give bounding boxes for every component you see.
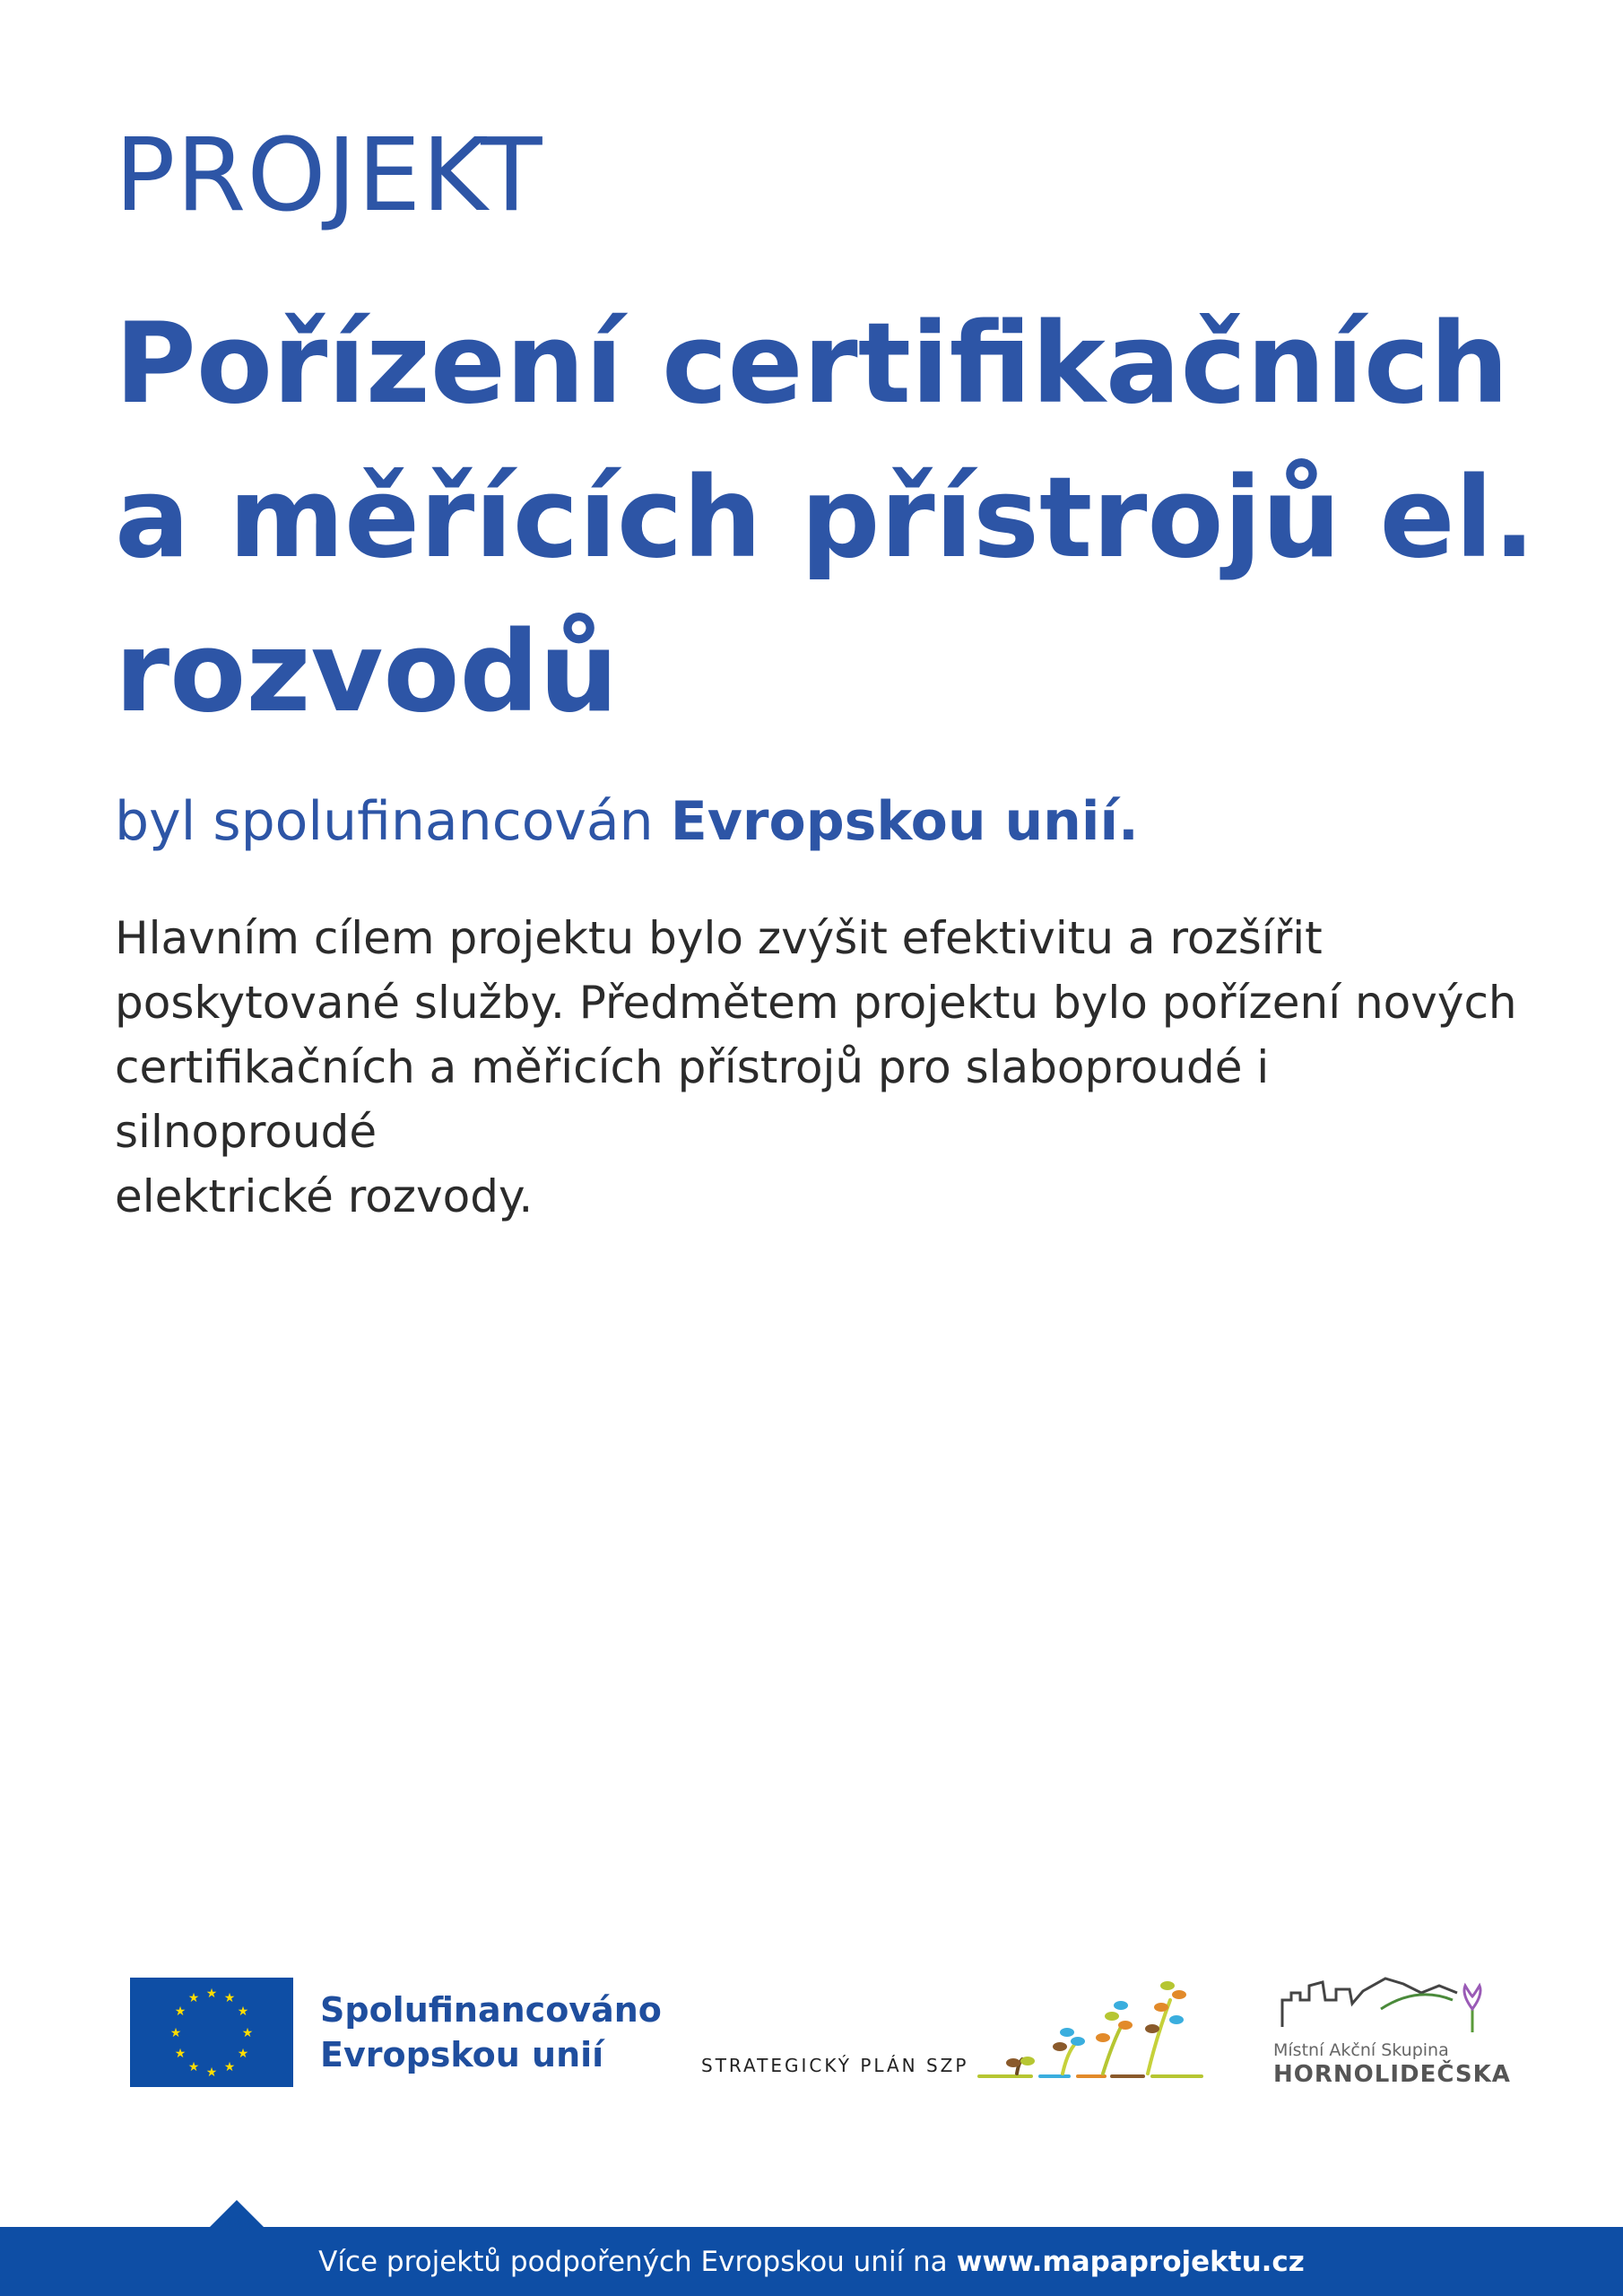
project-title bbox=[115, 287, 1549, 750]
svg-text:★: ★ bbox=[174, 2005, 187, 2019]
title-line: a měřících přístrojů el. bbox=[115, 454, 1536, 583]
project-kicker: PROJEKT bbox=[115, 117, 543, 234]
funding-prefix: byl spolufinancován bbox=[115, 790, 654, 853]
eu-cofunded-logo bbox=[130, 1978, 662, 2087]
eu-logo-line: Evropskou unií bbox=[320, 2035, 604, 2074]
footer-text: Více projektů podpořených Evropskou unií na bbox=[318, 2245, 948, 2278]
footer-tab-marker bbox=[210, 2200, 264, 2227]
svg-text:★: ★ bbox=[169, 2026, 182, 2040]
svg-text:★: ★ bbox=[237, 2005, 249, 2019]
svg-text:★: ★ bbox=[187, 1991, 200, 2005]
eu-logo-text bbox=[320, 1987, 662, 2077]
svg-text:★: ★ bbox=[223, 2060, 236, 2074]
funding-emphasis: Evropskou unií. bbox=[670, 790, 1139, 853]
title-line: Pořízení certifikačních bbox=[115, 300, 1509, 429]
svg-text:★: ★ bbox=[241, 2026, 254, 2040]
castle-hills-icon bbox=[1273, 1973, 1497, 2036]
footer-bar bbox=[0, 2227, 1623, 2296]
svg-text:★: ★ bbox=[205, 1987, 218, 2001]
description-line: elektrické rozvody. bbox=[115, 1170, 534, 1222]
mas-line-2: HORNOLIDEČSKA bbox=[1273, 2061, 1511, 2088]
svg-text:★: ★ bbox=[237, 2047, 249, 2061]
title-line: rozvodů bbox=[115, 608, 619, 737]
eu-flag-icon bbox=[130, 1978, 293, 2087]
strategic-plan-label: STRATEGICKÝ PLÁN SZP bbox=[701, 2055, 969, 2076]
mas-line-1: Místní Akční Skupina bbox=[1273, 2040, 1449, 2060]
description-line: Hlavním cílem projektu bylo zvýšit efektivitu a rozšířit bbox=[115, 912, 1323, 964]
footer-link[interactable]: www.mapaprojektu.cz bbox=[956, 2245, 1305, 2278]
eu-logo-line: Spolufinancováno bbox=[320, 1990, 662, 2030]
description-line: certifikačních a měřicích přístrojů pro slaboproudé i silnoproudé bbox=[115, 1041, 1270, 1158]
mas-hornolidecska-logo bbox=[1273, 1973, 1511, 2088]
svg-text:★: ★ bbox=[174, 2047, 187, 2061]
strategic-plan-logo bbox=[701, 1973, 1237, 2085]
project-description bbox=[115, 906, 1532, 1229]
svg-text:★: ★ bbox=[187, 2060, 200, 2074]
funding-statement bbox=[115, 789, 1139, 854]
description-line: poskytované služby. Předmětem projektu bylo pořízení nových bbox=[115, 977, 1517, 1029]
svg-text:★: ★ bbox=[205, 2066, 218, 2080]
svg-text:★: ★ bbox=[223, 1991, 236, 2005]
sprouts-icon bbox=[977, 1973, 1237, 2085]
